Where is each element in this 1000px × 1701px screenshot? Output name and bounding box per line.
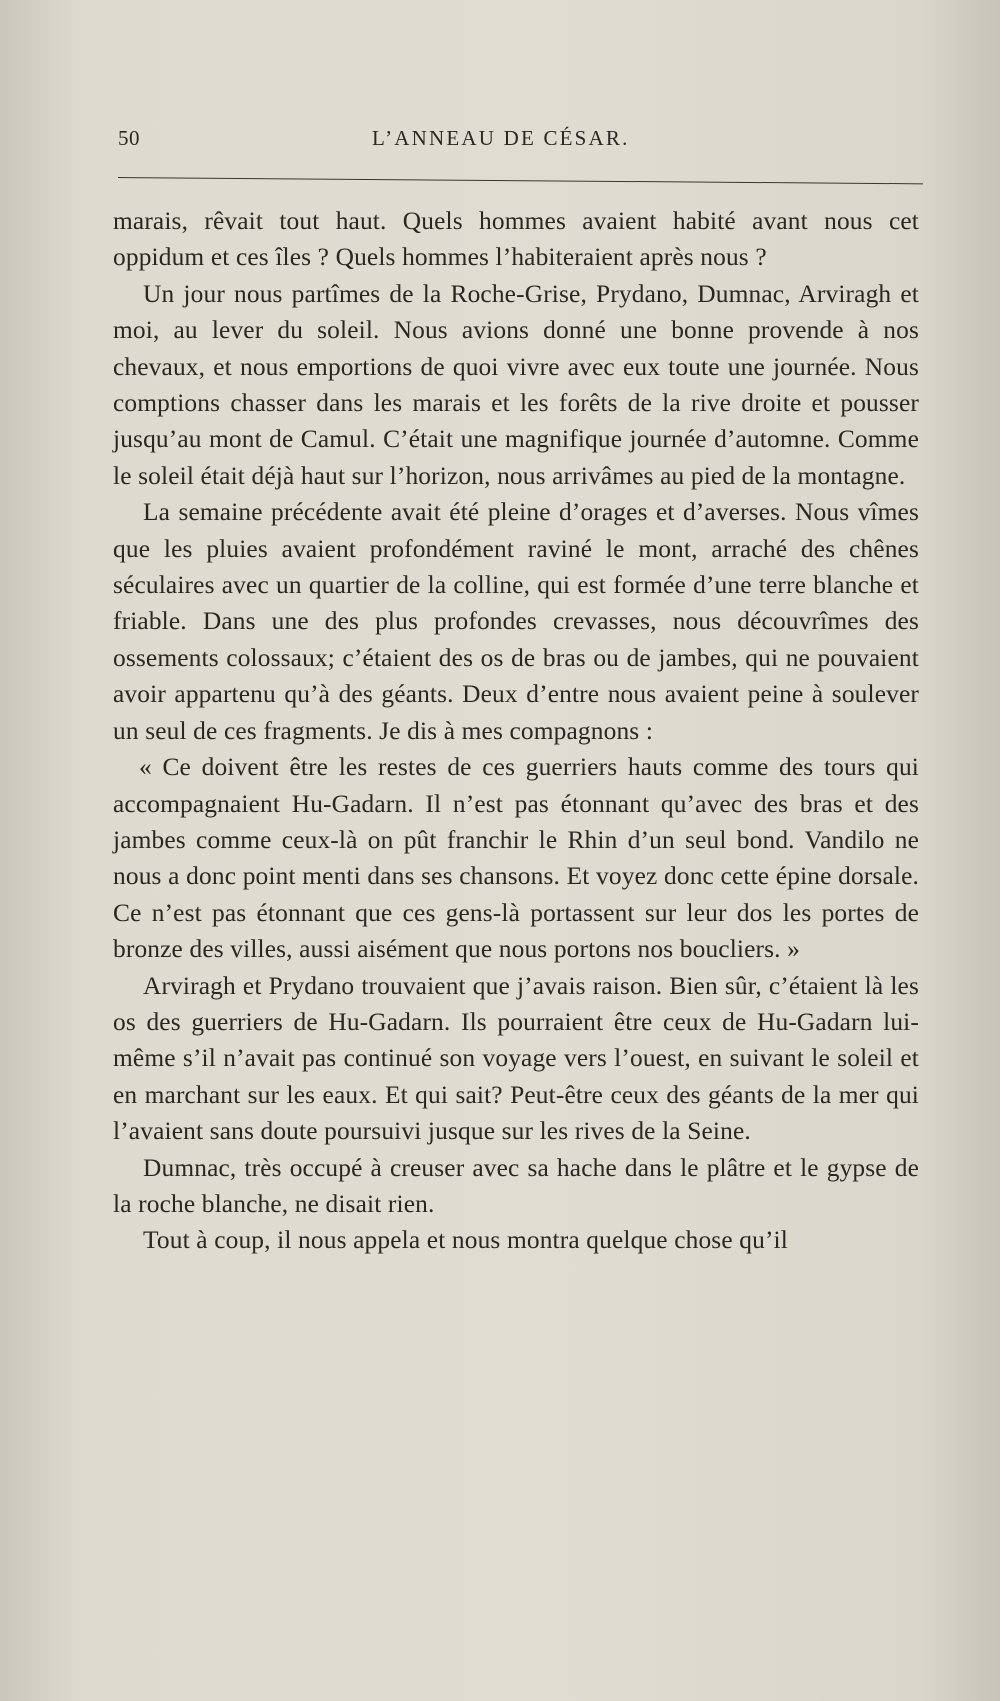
paragraph: La semaine précédente avait été pleine d’orages et d’averses. Nous vîmes que les pluies avaient profondément raviné le mont, arraché des chênes séculaires avec un quartier de la colline, qui est formée d’une terre blanche et friable. Dans une des plus profondes crevasses, nous découvrîmes des ossements colossaux; c’étaient des os de bras ou de jambes, qui ne pouvaient avoir appartenu qu’à des géants. Deux d’entre nous avaient peine à soulever un seul de ces fragments. Je dis à mes compagnons : xyxy=(113,498,919,745)
header-rule xyxy=(118,177,923,184)
quoted-paragraph: « Ce doivent être les restes de ces guerriers hauts comme des tours qui accompagnaient Hu-Gadarn. Il n’est pas étonnant qu’avec des bras et des jambes comme ceux-là on pût franchir le Rhin d’un seul bond. Vandilo ne nous a donc point menti dans ses chansons. Et voyez donc cette épine dorsale. Ce n’est pas étonnant que ces gens-là portassent sur leur dos les portes de bronze des villes, aussi aisément que nous portons nos boucliers. » xyxy=(113,753,919,964)
running-title: L’ANNEAU DE CÉSAR. xyxy=(372,126,630,150)
page-header xyxy=(118,122,926,162)
paragraph: Dumnac, très occupé à creuser avec sa hache dans le plâtre et le gypse de la roche blanche, ne disait rien. xyxy=(113,1153,919,1218)
paragraph: Un jour nous partîmes de la Roche-Grise, Prydano, Dumnac, Arviragh et moi, au lever du soleil. Nous avions donné une bonne provende à nos chevaux, et nous emportions de quoi vivre avec eux toute une journée. Nous comptions chasser dans les marais et les forêts de la rive droite et pousser jusqu’au mont de Camul. C’était une magnifique journée d’automne. Comme le soleil était déjà haut sur l’horizon, nous arrivâmes au pied de la montagne. xyxy=(113,279,919,490)
paragraph: Tout à coup, il nous appela et nous montra quelque chose qu’il xyxy=(143,1226,788,1255)
paragraph: Arviragh et Prydano trouvaient que j’avais raison. Bien sûr, c’étaient là les os des guerriers de Hu-Gadarn. Ils pourraient être ceux de Hu-Gadarn lui-même s’il n’avait pas continué son voyage vers l’ouest, en suivant le soleil et en marchant sur les eaux. Et qui sait? Peut-être ceux des géants de la mer qui l’avaient sans doute poursuivi jusque sur les rives de la Seine. xyxy=(113,971,919,1146)
paragraph-continuation: marais, rêvait tout haut. Quels hommes avaient habité avant nous cet oppidum et ces îles ? Quels hommes l’habiteraient après nous ? xyxy=(113,207,919,272)
body-text xyxy=(113,203,919,1259)
page-number: 50 xyxy=(118,126,140,150)
